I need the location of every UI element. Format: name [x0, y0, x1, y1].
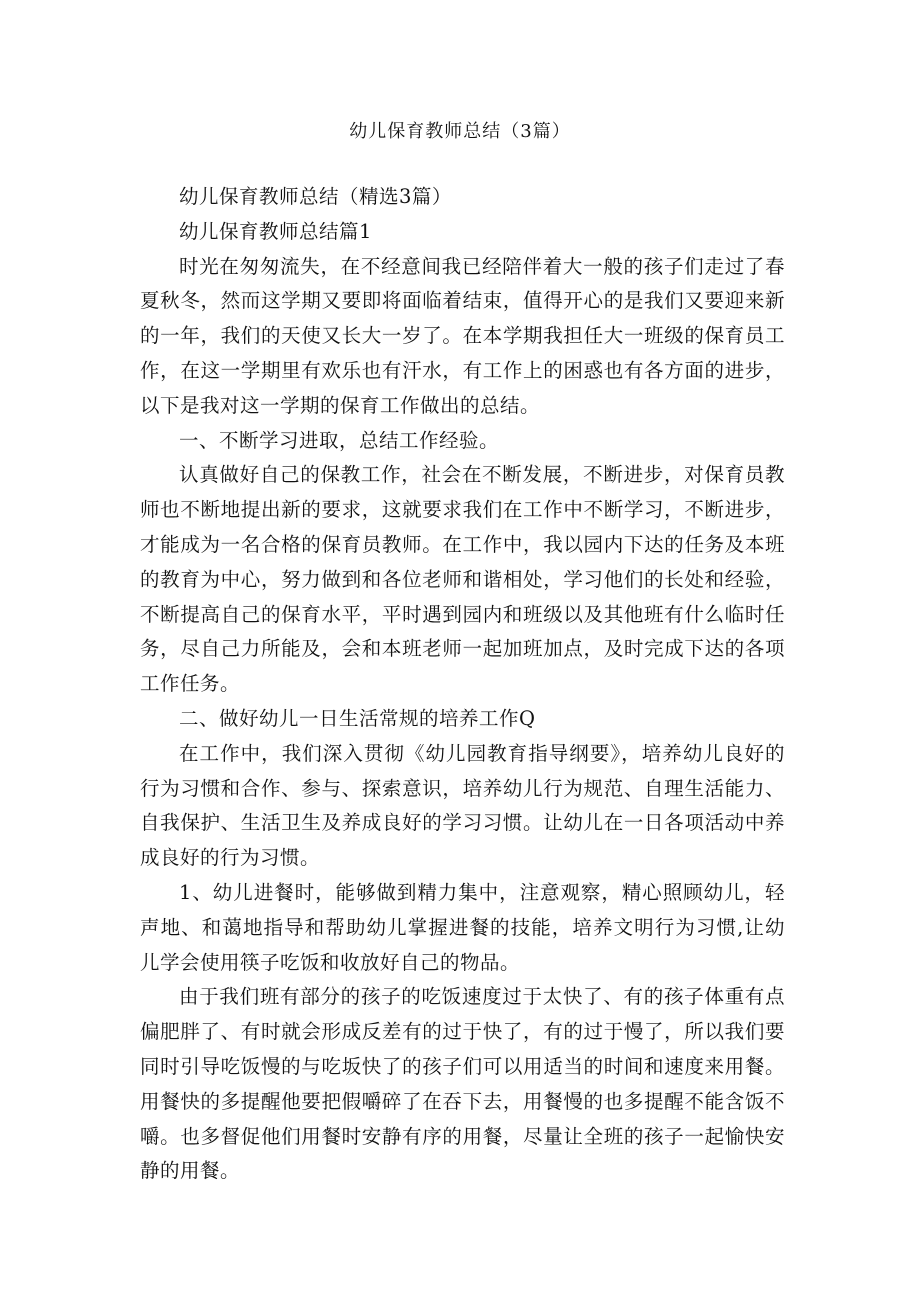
document-body	[140, 180, 785, 1189]
body-paragraph: 时光在匆匆流失，在不经意间我已经陪伴着大一般的孩子们走过了春夏秋冬，然而这学期又要即将面临着结束，值得开心的是我们又要迎来新的一年，我们的天使又长大一岁了。在本学期我担任大一班级的保育员工作，在这一学期里有欢乐也有汗水，有工作上的困惑也有各方面的进步，以下是我对这一学期的保育工作做出的总结。	[140, 254, 785, 417]
subtitle-paragraph: 幼儿保育教师总结（精选3篇）	[179, 185, 452, 208]
section-heading: 幼儿保育教师总结篇1	[179, 219, 372, 243]
body-paragraph: 1、幼儿进餐时，能够做到精力集中，注意观察，精心照顾幼儿，轻声地、和蔼地指导和帮助幼儿掌握进餐的技能，培养文明行为习惯,让幼儿学会使用筷子吃饭和收放好自己的物品。	[140, 880, 785, 974]
section-heading: 一、不断学习进取，总结工作经验。	[179, 428, 500, 452]
body-paragraph: 认真做好自己的保教工作，社会在不断发展，不断进步，对保育员教师也不断地提出新的要求，这就要求我们在工作中不断学习，不断进步，才能成为一名合格的保育员教师。在工作中，我以园内下达的任务及本班的教育为中心，努力做到和各位老师和谐相处，学习他们的长处和经验，不断提高自己的保育水平，平时遇到园内和班级以及其他班有什么临时任务，尽自己力所能及，会和本班老师一起加班加点，及时完成下达的各项工作任务。	[140, 463, 785, 696]
document-title: 幼儿保育教师总结（3篇）	[349, 121, 571, 142]
body-paragraph: 在工作中，我们深入贯彻《幼儿园教育指导纲要》，培养幼儿良好的行为习惯和合作、参与、探索意识，培养幼儿行为规范、自理生活能力、自我保护、生活卫生及养成良好的学习习惯。让幼儿在一日各项活动中养成良好的行为习惯。	[140, 741, 785, 870]
body-paragraph: 由于我们班有部分的孩子的吃饭速度过于太快了、有的孩子体重有点偏肥胖了、有时就会形成反差有的过于快了，有的过于慢了，所以我们要同时引导吃饭慢的与吃坂快了的孩子们可以用适当的时间和速度来用餐。用餐快的多提醒他要把假嚼碎了在吞下去，用餐慢的也多提醒不能含饭不嚼。也多督促他们用餐时安静有序的用餐，尽量让全班的孩子一起愉快安静的用餐。	[140, 985, 785, 1183]
section-heading: 二、做好幼儿一日生活常规的培养工作Q	[179, 706, 536, 730]
